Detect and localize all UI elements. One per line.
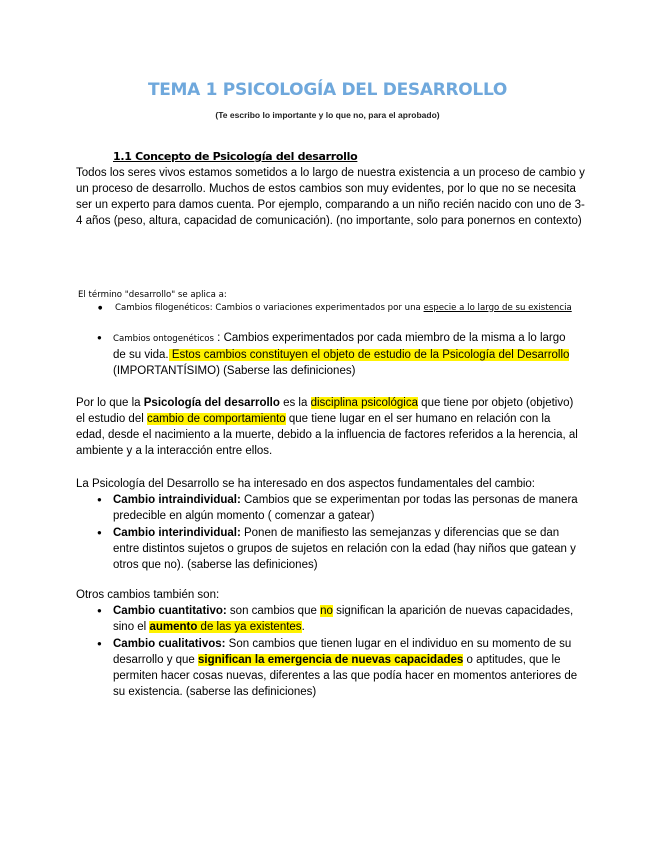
term-b1-text: Cambios filogenéticos: Cambios o variaciones experimentados por una [115, 302, 424, 313]
def-highlight-2: cambio de comportamiento [146, 413, 286, 425]
aspects-b1-text: Cambios que se experimentan por todas las personas de manera predecible en algún momento ( comenzar a gatear) [113, 494, 578, 522]
aspects-b1-label: Cambio intraindividual: [113, 494, 241, 506]
others-b1-text-1: son cambios que [226, 605, 321, 617]
term-b1-underlined: especie a lo largo de su existencia [423, 302, 572, 313]
others-b1-highlight-no: no [320, 605, 333, 617]
list-item [76, 492, 586, 524]
others-list [76, 603, 586, 700]
others-b2-text-1: Son cambios que tienen lugar en el individuo en su momento de su desarrollo y que [113, 638, 572, 666]
aspects-b2-label: Cambio interindividual: [113, 527, 241, 539]
term-list [78, 302, 573, 315]
def-text-4: que tiene lugar en el ser humano en relación con la edad, desde el nacimiento a la muerte, debido a la influencia de factores referidos a la herencia, al ambiente y a la interacción entre ellos. [76, 413, 578, 457]
page-subtitle: (Te escribo lo importante y lo que no, para el aprobado) [215, 110, 440, 120]
others-block [76, 587, 586, 701]
others-b1-text-2: significan la aparición de nuevas capacidades, sino el [113, 605, 574, 633]
others-b1-label: Cambio cuantitativo: [113, 605, 227, 617]
list-item [76, 525, 586, 573]
list-item [76, 636, 586, 700]
aspects-block [76, 476, 586, 574]
aspects-list [76, 492, 586, 573]
others-b2-highlight: significan la emergencia de nuevas capacidades [198, 654, 464, 666]
list-item [76, 603, 586, 635]
def-text-1: Por lo que la [76, 397, 144, 409]
others-b2-label: Cambio cualitativos: [113, 638, 226, 650]
others-lead: Otros cambios también son: [76, 589, 220, 601]
definition-paragraph [76, 395, 581, 459]
def-text-2: es la [279, 397, 311, 409]
term-b2-label: Cambios ontogenéticos [113, 334, 214, 344]
term-b2-highlight: Estos cambios constituyen el objeto de estudio de la Psicología del Desarrollo [168, 349, 570, 361]
def-text-3: que tiene por objeto (objetivo) el estudio del [76, 397, 574, 425]
term-b2-text: : Cambios experimentados por cada miembro de la misma a lo largo de su vida. [113, 332, 566, 361]
term-lead: El término "desarrollo" se aplica a: [78, 290, 227, 300]
others-b1-highlight-rest: de las ya existentes [197, 621, 302, 633]
others-b1-period: . [301, 621, 305, 633]
intro-paragraph: Todos los seres vivos estamos sometidos a lo largo de nuestra existencia a un proceso de cambio y un proceso de desarrollo. Muchos de estos cambios son muy evidentes, por lo que no se necesita ser un experto para damos cuenta. Por ejemplo, comparando a un niño recién nacido con uno de 3-4 años (peso, altura, capacidad de comunicación). (no importante, solo para ponernos en contexto) [76, 167, 585, 227]
list-item [78, 302, 573, 315]
term-item-2 [76, 330, 576, 380]
section-title: 1.1 Concepto de Psicología del desarrollo [113, 150, 358, 163]
term-block [78, 289, 573, 314]
others-b1-highlight-aumento: aumento [149, 621, 198, 633]
def-term: Psicología del desarrollo [143, 397, 280, 409]
def-highlight-1: disciplina psicológica [310, 397, 418, 409]
page-title: TEMA 1 PSICOLOGÍA DEL DESARROLLO [147, 80, 508, 100]
term-b2-note: (IMPORTANTÍSIMO) (Saberse las definiciones) [113, 365, 356, 377]
aspects-b2-text: Ponen de manifiesto las semejanzas y diferencias que se dan entre distintos sujetos o grupos de sujetos en relación con la edad (hay niños que gatean y otros que no). (saberse las definiciones) [113, 527, 576, 571]
others-b2-text-2: o aptitudes, que le permiten hacer cosas nuevas, diferentes a las que podía hacer en momentos anteriores de su existencia. (saberse las definiciones) [113, 654, 578, 698]
list-item [76, 330, 576, 379]
aspects-lead: La Psicología del Desarrollo se ha interesado en dos aspectos fundamentales del cambio: [76, 478, 536, 490]
